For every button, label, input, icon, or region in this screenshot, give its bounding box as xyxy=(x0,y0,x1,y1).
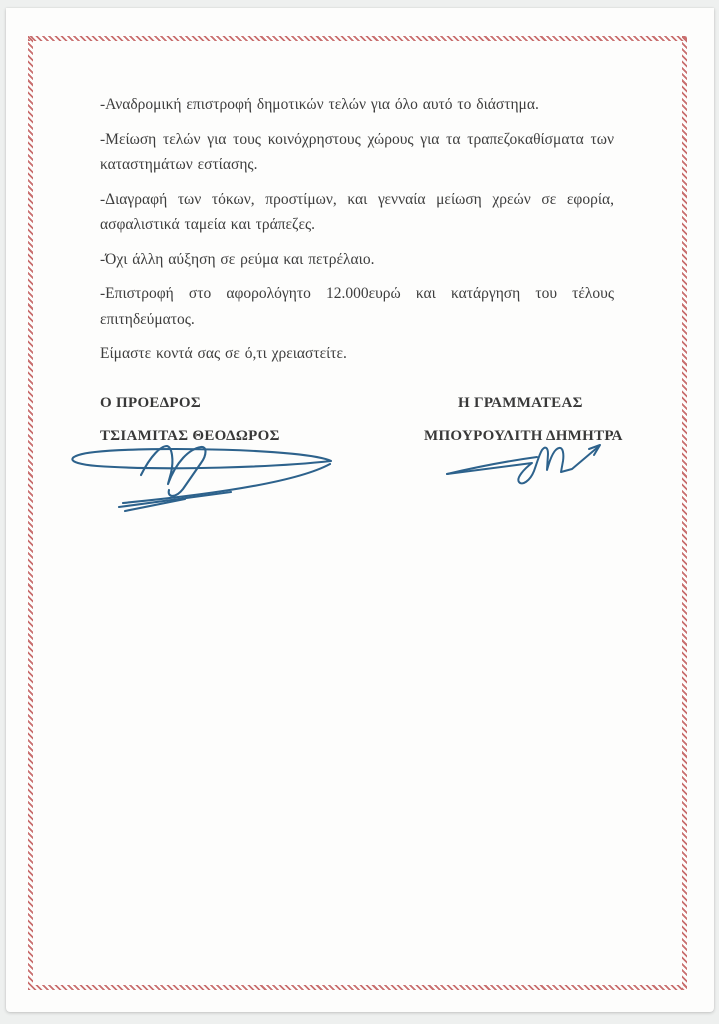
border-left-stripe xyxy=(28,36,33,990)
paragraph-tax-free-threshold: -Επιστροφή στο αφορολόγητο 12.000ευρώ και κατάργηση του τέλους επιτηδεύματος. xyxy=(100,285,614,328)
document-body xyxy=(100,92,614,376)
paragraph-fee-reduction: -Μείωση τελών για τους κοινόχρηστους χώρους για τα τραπεζοκαθίσματα των καταστημάτων εστίασης. xyxy=(100,130,614,173)
president-title: Ο ΠΡΟΕΔΡΟΣ xyxy=(100,395,201,411)
secretary-signature-ink xyxy=(447,445,600,483)
paragraph-debt-writeoff: -Διαγραφή των τόκων, προστίμων, και γενναία μείωση χρεών σε εφορία, ασφαλιστικά ταμεία και τράπεζες. xyxy=(100,190,614,233)
president-signature-ink xyxy=(72,446,331,511)
border-bottom-stripe xyxy=(28,985,687,990)
president-name: ΤΣΙΑΜΙΤΑΣ ΘΕΟΔΩΡΟΣ xyxy=(100,428,280,444)
paragraph-no-price-increase: -Όχι άλλη αύξηση σε ρεύμα και πετρέλαιο. xyxy=(100,250,375,268)
secretary-signature xyxy=(440,437,620,507)
paragraph-closing-note: Είμαστε κοντά σας σε ό,τι χρειαστείτε. xyxy=(100,345,347,362)
secretary-title: Η ΓΡΑΜΜΑΤΕΑΣ xyxy=(458,395,583,411)
border-top-stripe xyxy=(28,36,687,41)
president-signature xyxy=(55,440,355,525)
document-page xyxy=(6,8,714,1012)
border-right-stripe xyxy=(682,36,687,990)
secretary-name: ΜΠΟΥΡΟΥΛΙΤΗ ΔΗΜΗΤΡΑ xyxy=(424,428,623,444)
paragraph-retroactive-refund: -Αναδρομική επιστροφή δημοτικών τελών για όλο αυτό το διάστημα. xyxy=(100,96,539,113)
